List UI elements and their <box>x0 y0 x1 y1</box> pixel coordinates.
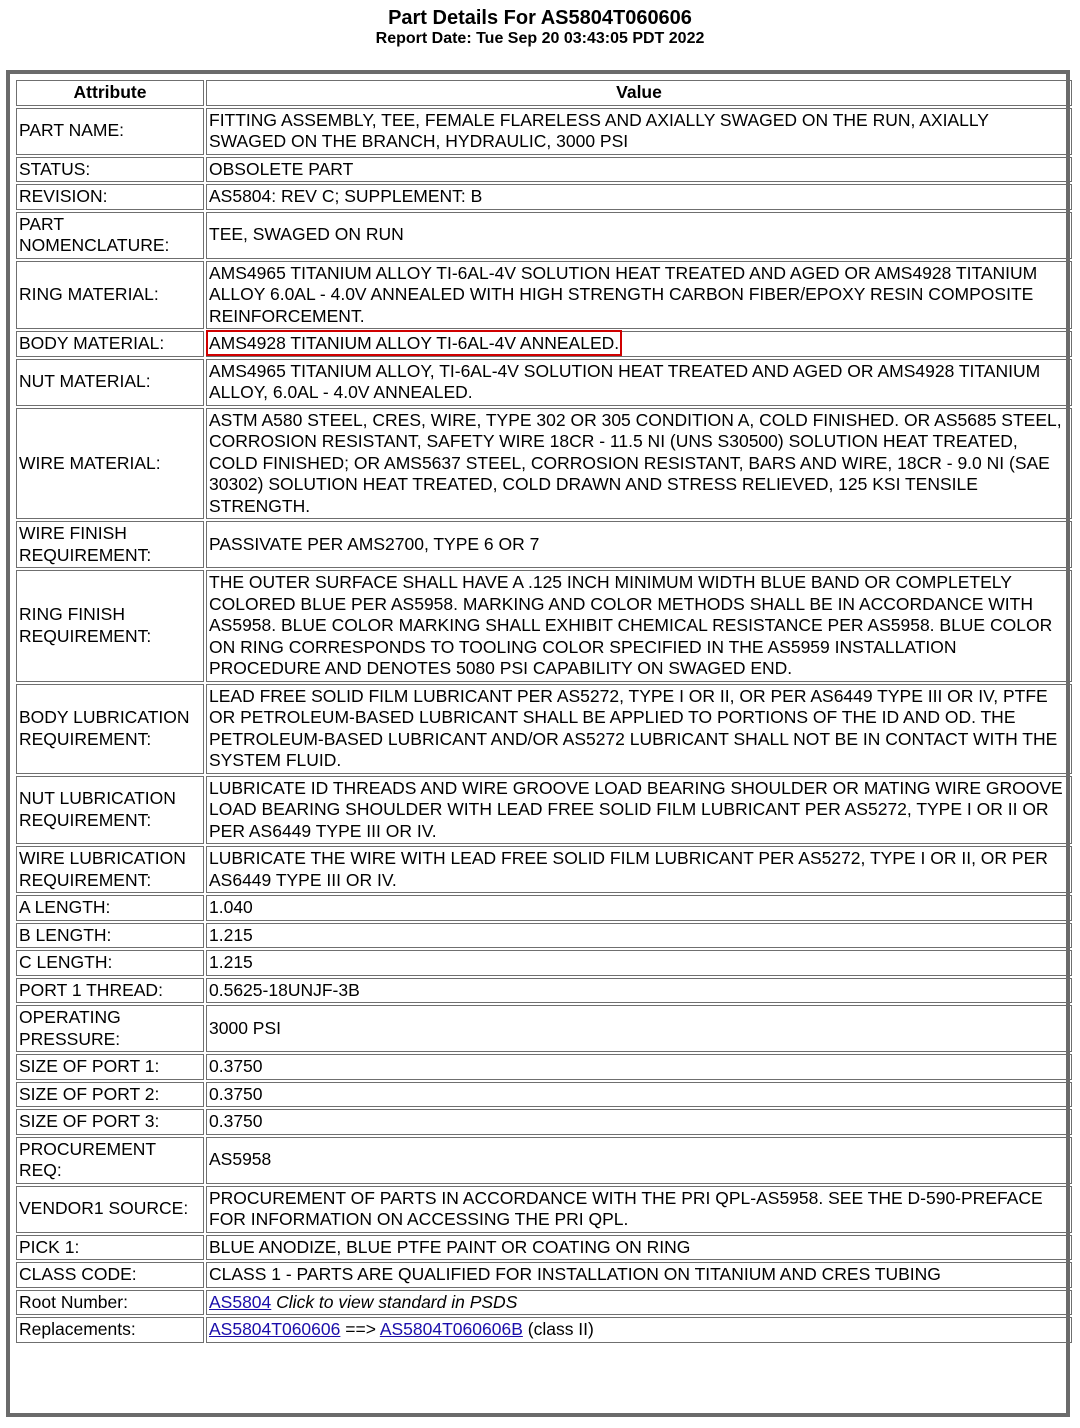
attribute-cell: C LENGTH: <box>16 950 204 976</box>
value-cell: OBSOLETE PART <box>206 157 1072 183</box>
table-row <box>16 359 1072 406</box>
table-row <box>16 408 1072 520</box>
attribute-cell: PORT 1 THREAD: <box>16 978 204 1004</box>
attribute-cell: PICK 1: <box>16 1235 204 1261</box>
table-row <box>16 1186 1072 1233</box>
report-date: Report Date: Tue Sep 20 03:43:05 PDT 2022 <box>375 30 705 47</box>
table-body <box>16 108 1072 1288</box>
table-row <box>16 521 1072 568</box>
attribute-cell: WIRE FINISH REQUIREMENT: <box>16 521 204 568</box>
attribute-cell: NUT MATERIAL: <box>16 359 204 406</box>
value-cell: 0.3750 <box>206 1082 1072 1108</box>
value-cell: FITTING ASSEMBLY, TEE, FEMALE FLARELESS AND AXIALLY SWAGED ON THE RUN, AXIALLY SWAGED ON THE BRANCH, HYDRAULIC, 3000 PSI <box>206 108 1072 155</box>
value-cell: 1.215 <box>206 950 1072 976</box>
attribute-cell: REVISION: <box>16 184 204 210</box>
attribute-cell: OPERATING PRESSURE: <box>16 1005 204 1052</box>
value-cell <box>206 1317 1072 1343</box>
attribute-cell: BODY LUBRICATION REQUIREMENT: <box>16 684 204 774</box>
table-row <box>16 1054 1072 1080</box>
attribute-cell: RING FINISH REQUIREMENT: <box>16 570 204 682</box>
value-cell: AS5804: REV C; SUPPLEMENT: B <box>206 184 1072 210</box>
table-row <box>16 923 1072 949</box>
table-row <box>16 184 1072 210</box>
attribute-cell: SIZE OF PORT 2: <box>16 1082 204 1108</box>
value-cell <box>206 1290 1072 1316</box>
attribute-cell: Root Number: <box>16 1290 204 1316</box>
value-cell: 1.040 <box>206 895 1072 921</box>
value-cell: LUBRICATE THE WIRE WITH LEAD FREE SOLID FILM LUBRICANT PER AS5272, TYPE I OR II, OR PER AS6449 TYPE III OR IV. <box>206 846 1072 893</box>
table-row <box>16 895 1072 921</box>
table-link-rows <box>16 1290 1072 1343</box>
table-row <box>16 846 1072 893</box>
part-details-table <box>14 78 1074 1345</box>
page-title: Part Details For AS5804T060606 <box>388 7 692 29</box>
table-row <box>16 108 1072 155</box>
table-row <box>16 950 1072 976</box>
attribute-cell: SIZE OF PORT 3: <box>16 1109 204 1135</box>
replacement-part-link[interactable]: AS5804T060606B <box>379 1319 523 1339</box>
table-row <box>16 157 1072 183</box>
table-row <box>16 261 1072 330</box>
attribute-cell: WIRE MATERIAL: <box>16 408 204 520</box>
attribute-cell: PROCUREMENT REQ: <box>16 1137 204 1184</box>
value-cell: 3000 PSI <box>206 1005 1072 1052</box>
value-cell: LEAD FREE SOLID FILM LUBRICANT PER AS5272, TYPE I OR II, OR PER AS6449 TYPE III OR IV, PTFE OR PETROLEUM-BASED LUBRICANT SHALL BE APPLIED TO PORTIONS OF THE ID AND OD. THE PETROLEUM-BASED LUBRICANT AND/OR AS5272 LUBRICANT SHALL NOT BE IN CONTACT WITH THE SYSTEM FLUID. <box>206 684 1072 774</box>
attribute-cell: WIRE LUBRICATION REQUIREMENT: <box>16 846 204 893</box>
attribute-cell: STATUS: <box>16 157 204 183</box>
column-header-attribute: Attribute <box>16 80 204 106</box>
value-cell: ASTM A580 STEEL, CRES, WIRE, TYPE 302 OR 305 CONDITION A, COLD FINISHED. OR AS5685 STEEL, CORROSION RESISTANT, SAFETY WIRE 18CR - 11.5 NI (UNS S30500) SOLUTION HEAT TREATED, COLD FINISHED; OR AMS5637 STEEL, CORROSION RESISTANT, BARS AND WIRE, 18CR - 9.0 NI (SAE 30302) SOLUTION HEAT TREATED, COLD DRAWN AND STRESS RELIEVED, 125 KSI TENSILE STRENGTH. <box>206 408 1072 520</box>
column-header-value: Value <box>206 80 1072 106</box>
attribute-cell: BODY MATERIAL: <box>16 331 204 357</box>
value-cell: LUBRICATE ID THREADS AND WIRE GROOVE LOAD BEARING SHOULDER OR MATING WIRE GROOVE LOAD BEARING SHOULDER WITH LEAD FREE SOLID FILM LUBRICANT PER AS5272, TYPE I OR II OR PER AS6449 TYPE III OR IV. <box>206 776 1072 845</box>
value-cell: AS5958 <box>206 1137 1072 1184</box>
value-cell: 0.3750 <box>206 1054 1072 1080</box>
root-number-note: Click to view standard in PSDS <box>276 1291 518 1312</box>
table-row <box>16 1262 1072 1288</box>
attribute-cell: NUT LUBRICATION REQUIREMENT: <box>16 776 204 845</box>
report-header <box>0 0 1080 48</box>
table-row <box>16 1005 1072 1052</box>
value-cell: 0.5625-18UNJF-3B <box>206 978 1072 1004</box>
attribute-cell: RING MATERIAL: <box>16 261 204 330</box>
root-number-link[interactable]: AS5804 <box>209 1291 272 1312</box>
table-row <box>16 1109 1072 1135</box>
table-row <box>16 1235 1072 1261</box>
value-cell: AMS4965 TITANIUM ALLOY, TI-6AL-4V SOLUTION HEAT TREATED AND AGED OR AMS4928 TITANIUM ALLOY, 6.0AL - 4.0V ANNEALED. <box>206 359 1072 406</box>
table-row <box>16 1137 1072 1184</box>
table-row-replacements <box>16 1317 1072 1343</box>
value-cell: PASSIVATE PER AMS2700, TYPE 6 OR 7 <box>206 521 1072 568</box>
value-cell: 0.3750 <box>206 1109 1072 1135</box>
attribute-cell: PART NAME: <box>16 108 204 155</box>
table-row <box>16 331 1072 357</box>
attribute-cell: PART NOMENCLATURE: <box>16 212 204 259</box>
attribute-cell: SIZE OF PORT 1: <box>16 1054 204 1080</box>
value-cell: 1.215 <box>206 923 1072 949</box>
attribute-cell: A LENGTH: <box>16 895 204 921</box>
details-table-frame <box>6 70 1070 1417</box>
value-cell: TEE, SWAGED ON RUN <box>206 212 1072 259</box>
replacement-arrow: ==> <box>345 1319 376 1339</box>
table-header-row <box>16 80 1072 106</box>
attribute-cell: Replacements: <box>16 1317 204 1343</box>
table-row <box>16 1082 1072 1108</box>
table-row <box>16 776 1072 845</box>
value-cell: AMS4965 TITANIUM ALLOY TI-6AL-4V SOLUTION HEAT TREATED AND AGED OR AMS4928 TITANIUM ALLOY 6.0AL - 4.0V ANNEALED WITH HIGH STRENGTH CARBON FIBER/EPOXY RESIN COMPOSITE REINFORCEMENT. <box>206 261 1072 330</box>
table-row <box>16 212 1072 259</box>
table-row-root-number <box>16 1290 1072 1316</box>
value-cell: BLUE ANODIZE, BLUE PTFE PAINT OR COATING ON RING <box>206 1235 1072 1261</box>
attribute-cell: B LENGTH: <box>16 923 204 949</box>
value-cell: CLASS 1 - PARTS ARE QUALIFIED FOR INSTALLATION ON TITANIUM AND CRES TUBING <box>206 1262 1072 1288</box>
value-cell: PROCUREMENT OF PARTS IN ACCORDANCE WITH THE PRI QPL-AS5958. SEE THE D-590-PREFACE FOR INFORMATION ON ACCESSING THE PRI QPL. <box>206 1186 1072 1233</box>
value-cell <box>206 331 1072 357</box>
table-row <box>16 978 1072 1004</box>
replaced-part-link[interactable]: AS5804T060606 <box>209 1319 341 1339</box>
highlighted-value: AMS4928 TITANIUM ALLOY TI-6AL-4V ANNEALED. <box>209 333 620 353</box>
replacement-class: (class II) <box>527 1319 594 1339</box>
attribute-cell: CLASS CODE: <box>16 1262 204 1288</box>
table-row <box>16 570 1072 682</box>
table-row <box>16 684 1072 774</box>
value-cell: THE OUTER SURFACE SHALL HAVE A .125 INCH MINIMUM WIDTH BLUE BAND OR COMPLETELY COLORED BLUE PER AS5958. MARKING AND COLOR METHODS SHALL BE IN ACCORDANCE WITH AS5958. BLUE COLOR MARKING SHALL EXHIBIT CHEMICAL RESISTANCE PER AS5958. BLUE COLOR ON RING CORRESPONDS TO TOOLING COLOR SPECIFIED IN THE AS5959 INSTALLATION PROCEDURE AND DENOTES 5080 PSI CAPABILITY ON SWAGED END. <box>206 570 1072 682</box>
attribute-cell: VENDOR1 SOURCE: <box>16 1186 204 1233</box>
